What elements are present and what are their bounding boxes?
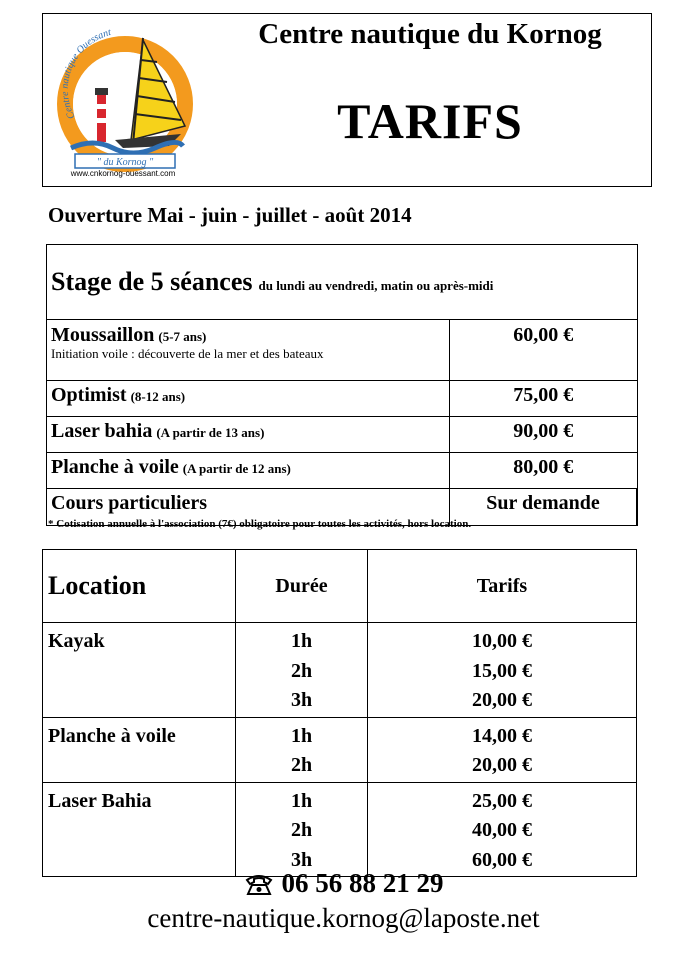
rental-durations: 1h 2h 3h [236, 782, 368, 877]
rental-durations: 1h 2h [236, 717, 368, 782]
rental-item-name: Kayak [43, 623, 236, 718]
activity-name: Planche à voile [51, 456, 179, 478]
stage-subtitle: du lundi au vendredi, matin ou après-midi [258, 278, 494, 293]
activity-price: 60,00 € [450, 320, 638, 381]
table-row [43, 717, 637, 782]
logo-arc-text: Centre nautique Ouessant [59, 26, 113, 121]
table-row [47, 417, 638, 453]
activity-age: (8-12 ans) [130, 389, 186, 404]
activity-description: Initiation voile : découverte de la mer et des bateaux [51, 346, 324, 361]
email-address[interactable]: centre-nautique.kornog@laposte.net [147, 903, 540, 933]
stage-table [46, 244, 638, 526]
telephone-icon [244, 872, 274, 903]
phone-number[interactable]: 06 56 88 21 29 [281, 868, 444, 898]
rental-table [42, 549, 637, 877]
phone-line [0, 868, 687, 903]
rental-header-price: Tarifs [368, 550, 637, 623]
table-row [43, 623, 637, 718]
rental-item-name: Laser Bahia [43, 782, 236, 877]
rental-prices: 14,00 € 20,00 € [368, 717, 637, 782]
activity-age: (5-7 ans) [158, 329, 207, 344]
org-name: Centre nautique du Kornog [258, 18, 602, 50]
rental-header-row [43, 550, 637, 623]
membership-note: * Cotisation annuelle à l'association (7€) obligatoire pour toutes les activités, hors location. [48, 518, 472, 530]
page-title: TARIFS [337, 93, 523, 149]
activity-price: Sur demande [450, 489, 638, 526]
stage-title: Stage de 5 séances [51, 267, 253, 296]
stage-header-row [47, 245, 638, 320]
activity-price: 75,00 € [450, 381, 638, 417]
activity-name: Optimist [51, 384, 127, 406]
rental-header-duration: Durée [236, 550, 368, 623]
rental-item-name: Planche à voile [43, 717, 236, 782]
table-row [43, 782, 637, 877]
logo-url: www.cnkornog-ouessant.com [70, 169, 176, 178]
opening-period: Ouverture Mai - juin - juillet - août 2014 [48, 203, 412, 227]
club-logo [53, 22, 198, 182]
activity-name: Moussaillon [51, 324, 155, 346]
table-row [47, 453, 638, 489]
activity-name: Laser bahia [51, 420, 153, 442]
activity-age: (A partir de 13 ans) [156, 425, 265, 440]
table-row [47, 381, 638, 417]
rental-prices: 25,00 € 40,00 € 60,00 € [368, 782, 637, 877]
activity-price: 80,00 € [450, 453, 638, 489]
rental-durations: 1h 2h 3h [236, 623, 368, 718]
activity-age: (A partir de 12 ans) [182, 461, 291, 476]
activity-price: 90,00 € [450, 417, 638, 453]
table-row [47, 320, 638, 381]
activity-name: Cours particuliers [51, 492, 208, 514]
rental-prices: 10,00 € 15,00 € 20,00 € [368, 623, 637, 718]
rental-header-location: Location [43, 550, 236, 623]
logo-banner-text: " du Kornog " [96, 157, 154, 168]
